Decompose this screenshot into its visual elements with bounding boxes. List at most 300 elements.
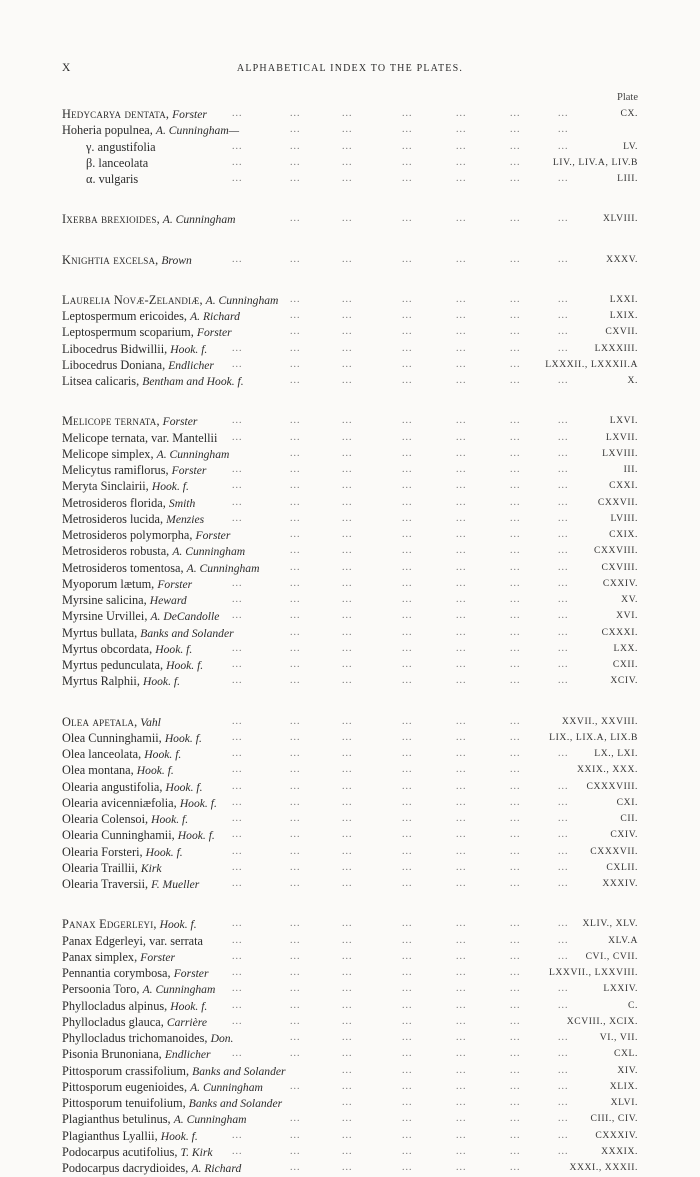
dot-leader: ... (456, 610, 467, 622)
index-entry (62, 673, 638, 689)
index-entry (62, 981, 638, 997)
plate-number: LXVI. (609, 415, 638, 427)
dot-leader: ... (456, 731, 467, 743)
dot-leader: ... (342, 1080, 353, 1092)
plate-number: XLIX. (609, 1080, 638, 1092)
species-label: Myrsine salicina (62, 593, 144, 607)
dot-leader: ... (290, 375, 301, 386)
index-entry (62, 478, 638, 494)
dot-leader: ... (558, 1048, 569, 1060)
plate-number: XXXI., XXXII. (569, 1162, 638, 1173)
index-entry (62, 171, 638, 187)
dot-leader: ... (342, 1162, 353, 1173)
dot-leader: ... (232, 140, 243, 152)
dot-leader: ... (232, 415, 243, 427)
species-name: Olea apetala, Vahl (62, 714, 161, 729)
section-gap (62, 228, 638, 252)
dot-leader: ... (402, 375, 413, 386)
species-label: Hoheria populnea (62, 123, 150, 138)
author-name: A. Cunningham (186, 561, 260, 575)
dot-leader: ... (342, 415, 353, 427)
dot-leader: ... (290, 748, 301, 759)
dot-leader: ... (402, 561, 413, 573)
plate-number: XCVIII., XCIX. (566, 1015, 638, 1027)
dot-leader: ... (456, 545, 467, 557)
dot-leader: ... (402, 642, 413, 654)
species-name: Panax Edgerleyi, Hook. f. (62, 917, 197, 932)
dot-leader: ... (402, 1097, 413, 1108)
dot-leader: ... (342, 1113, 353, 1125)
dot-leader: ... (232, 983, 243, 995)
dot-leader: ... (456, 764, 467, 776)
species-label: Olea montana (62, 763, 131, 778)
plate-number: XXXV. (606, 253, 638, 265)
species-label: Pittosporum eugenioides (62, 1079, 184, 1094)
dot-leader: ... (558, 934, 569, 946)
species-label: Melicytus ramiflorus (62, 463, 166, 477)
dot-leader: ... (402, 983, 413, 995)
author-name: Hook. f. (166, 659, 204, 672)
species-name: Olea montana, Hook. f. (62, 763, 174, 778)
dot-leader: ... (456, 813, 467, 824)
dot-leader: ... (456, 156, 467, 168)
species-name: Myoporum lætum, Forster (62, 576, 193, 591)
plate-number: CXXI. (609, 480, 638, 492)
species-name: Metrosideros robusta, A. Cunningham (62, 544, 246, 559)
dot-leader: ... (290, 796, 301, 808)
dot-leader: ... (456, 358, 467, 370)
index-entry (62, 122, 638, 138)
species-label: Olea apetala (62, 714, 135, 729)
dot-leader: ... (402, 675, 413, 687)
species-name: Metrosideros tomentosa, A. Cunningham (62, 560, 260, 575)
species-name: Myrtus pedunculata, Hook. f. (62, 658, 204, 672)
dot-leader: ... (456, 480, 467, 492)
species-name: Myrsine Urvillei, A. DeCandolle (62, 609, 220, 624)
dot-leader: ... (342, 358, 353, 370)
species-name: Pittosporum eugenioides, A. Cunningham (62, 1079, 263, 1094)
dot-leader: ... (456, 1162, 467, 1173)
dot-leader: ... (232, 934, 243, 946)
dot-leader: ... (456, 310, 467, 321)
dot-leader: ... (342, 480, 353, 492)
author-name: Hook. f. (160, 1129, 198, 1143)
dot-leader: ... (402, 1015, 413, 1027)
dot-leader: ... (232, 918, 243, 930)
dot-leader: ... (456, 715, 467, 727)
dot-leader: ... (290, 1113, 301, 1125)
author-name: Hook. f. (145, 845, 183, 859)
author-name: Hook. f. (164, 731, 202, 745)
index-entry (62, 949, 638, 965)
page-number: X (62, 62, 72, 74)
dot-leader: ... (456, 1048, 467, 1060)
dot-leader: ... (456, 577, 467, 589)
dot-leader: ... (290, 1129, 301, 1141)
index-entry (62, 106, 638, 122)
species-label: Leptospermum scoparium (62, 325, 191, 340)
index-entry (62, 1079, 638, 1095)
dot-leader: ... (402, 156, 413, 168)
species-name: Pittosporum tenuifolium, Banks and Solander (62, 1096, 283, 1110)
dot-leader: ... (456, 1145, 467, 1157)
dot-leader: ... (402, 1080, 413, 1092)
dot-leader: ... (456, 829, 467, 841)
author-name: Brown (161, 253, 192, 267)
dot-leader: ... (342, 213, 353, 225)
dot-leader: ... (558, 918, 569, 930)
dot-leader: ... (456, 626, 467, 638)
dot-leader: ... (290, 464, 301, 475)
dot-leader: ... (558, 610, 569, 622)
species-name: Meryta Sinclairii, Hook. f. (62, 479, 189, 494)
index-entry (62, 641, 638, 657)
dot-leader: ... (402, 480, 413, 492)
dot-leader: ... (402, 1032, 413, 1043)
plate-number: LIII. (617, 173, 638, 184)
species-name: Plagianthus Lyallii, Hook. f. (62, 1128, 198, 1143)
index-entry (62, 139, 638, 155)
dot-leader: ... (290, 829, 301, 841)
species-label: Panax Edgerleyi, var. serrata (62, 933, 204, 948)
dot-leader: ... (232, 748, 243, 759)
author-name: A. Cunningham— (155, 124, 240, 138)
species-name: Leptospermum ericoides, A. Richard (62, 309, 240, 323)
index-entry (62, 795, 638, 811)
dot-leader: ... (558, 642, 569, 654)
species-label: Myoporum lætum (62, 576, 152, 591)
dot-leader: ... (342, 447, 353, 459)
index-entry (62, 827, 638, 843)
dot-leader: ... (558, 108, 569, 119)
dot-leader: ... (558, 173, 569, 184)
plate-number: LXVIII. (602, 447, 638, 459)
dot-leader: ... (558, 213, 569, 225)
dot-leader: ... (342, 626, 353, 638)
dot-leader: ... (342, 967, 353, 978)
index-entry (62, 730, 638, 746)
author-name: A. Cunningham (162, 213, 236, 227)
dot-leader: ... (232, 1145, 243, 1157)
index-entry (62, 543, 638, 559)
index-entry (62, 1144, 638, 1160)
species-label: Olearia Cunninghamii (62, 828, 172, 843)
plate-number: XXIX., XXX. (577, 764, 638, 776)
dot-leader: ... (558, 1145, 569, 1157)
index-entry (62, 625, 638, 641)
dot-leader: ... (402, 447, 413, 459)
index-entry (62, 341, 638, 357)
dot-leader: ... (456, 326, 467, 338)
dot-leader: ... (290, 780, 301, 792)
species-name: Melicope simplex, A. Cunningham (62, 446, 230, 461)
index-entry (62, 811, 638, 827)
index-entry (62, 1160, 638, 1176)
dot-leader: ... (558, 1064, 569, 1076)
index-entry (62, 576, 638, 592)
author-name: Smith (168, 496, 196, 510)
species-name: Litsea calicaris, Bentham and Hook. f. (62, 374, 244, 388)
species-label: Pittosporum crassifolium (62, 1063, 186, 1078)
species-name: Olearia Cunninghamii, Hook. f. (62, 828, 215, 843)
dot-leader: ... (456, 173, 467, 184)
species-name: Olea lanceolata, Hook. f. (62, 747, 182, 761)
dot-leader: ... (290, 813, 301, 824)
dot-leader: ... (456, 464, 467, 475)
dot-leader: ... (342, 764, 353, 776)
dot-leader: ... (456, 1113, 467, 1125)
dot-leader: ... (510, 310, 521, 321)
plate-number: LV. (623, 140, 638, 152)
dot-leader: ... (342, 1048, 353, 1060)
dot-leader: ... (342, 845, 353, 857)
plate-number: LVIII. (610, 512, 638, 524)
dot-leader: ... (290, 326, 301, 338)
dot-leader: ... (510, 108, 521, 119)
dot-leader: ... (290, 124, 301, 136)
dot-leader: ... (510, 124, 521, 136)
species-name (62, 430, 217, 446)
species-label: Persoonia Toro (62, 982, 137, 997)
species-label: Olearia Traillii (62, 860, 135, 875)
dot-leader: ... (290, 213, 301, 225)
plate-number: XXXIV. (602, 878, 638, 889)
index-list (62, 106, 638, 1176)
dot-leader: ... (290, 480, 301, 492)
plate-number: CII. (620, 813, 638, 824)
author-name: Hook. f. (151, 480, 189, 494)
species-name: Libocedrus Bidwillii, Hook. f. (62, 341, 208, 356)
species-label: Hedycarya dentata (62, 107, 166, 121)
dot-leader: ... (402, 326, 413, 338)
dot-leader: ... (232, 431, 243, 443)
dot-leader: ... (510, 1129, 521, 1141)
dot-leader: ... (510, 1080, 521, 1092)
dot-leader: ... (558, 375, 569, 386)
index-entry (62, 462, 638, 478)
dot-leader: ... (342, 342, 353, 354)
plate-number: CX. (620, 108, 638, 119)
dot-leader: ... (232, 861, 243, 873)
dot-leader: ... (456, 861, 467, 873)
dot-leader: ... (290, 529, 301, 540)
dot-leader: ... (290, 342, 301, 354)
dot-leader: ... (290, 1162, 301, 1173)
dot-leader: ... (558, 496, 569, 508)
plate-number: CXXIV. (602, 577, 638, 589)
dot-leader: ... (456, 561, 467, 573)
dot-leader: ... (558, 748, 569, 759)
species-name: Melicytus ramiflorus, Forster (62, 463, 207, 477)
dot-leader: ... (510, 675, 521, 687)
species-name: Persoonia Toro, A. Cunningham (62, 982, 216, 997)
dot-leader: ... (510, 140, 521, 152)
dot-leader: ... (342, 659, 353, 670)
dot-leader: ... (342, 780, 353, 792)
plate-number: CXVII. (605, 326, 638, 338)
dot-leader: ... (558, 253, 569, 265)
plate-number: LXIX. (609, 310, 638, 321)
dot-leader: ... (558, 529, 569, 540)
index-entry (62, 657, 638, 673)
dot-leader: ... (342, 464, 353, 475)
dot-leader: ... (342, 610, 353, 622)
dot-leader: ... (456, 983, 467, 995)
dot-leader: ... (510, 293, 521, 305)
dot-leader: ... (402, 1048, 413, 1060)
author-name: Forster (171, 464, 207, 477)
dot-leader: ... (510, 918, 521, 930)
dot-leader: ... (232, 967, 243, 978)
dot-leader: ... (510, 1145, 521, 1157)
dot-leader: ... (290, 561, 301, 573)
plate-number: CXXXI. (601, 626, 638, 638)
index-entry (62, 1014, 638, 1030)
dot-leader: ... (510, 342, 521, 354)
index-entry (62, 746, 638, 762)
index-entry (62, 714, 638, 730)
species-label: Panax simplex (62, 949, 135, 964)
species-label: Myrsine Urvillei (62, 609, 145, 624)
species-name: Olearia Traversii, F. Mueller (62, 877, 200, 891)
species-label: Olearia Colensoi (62, 812, 145, 826)
dot-leader: ... (456, 512, 467, 524)
dot-leader: ... (402, 173, 413, 184)
plate-number: CXII. (612, 659, 638, 670)
dot-leader: ... (456, 780, 467, 792)
plate-number: VI., VII. (599, 1032, 638, 1043)
dot-leader: ... (510, 496, 521, 508)
dot-leader: ... (510, 594, 521, 605)
species-name (86, 171, 138, 187)
dot-leader: ... (232, 1015, 243, 1027)
dot-leader: ... (456, 999, 467, 1011)
dot-leader: ... (232, 764, 243, 776)
dot-leader: ... (402, 124, 413, 136)
dot-leader: ... (558, 813, 569, 824)
dot-leader: ... (290, 878, 301, 889)
plate-number: CIII., CIV. (590, 1113, 638, 1125)
author-name: A. Richard (190, 310, 240, 323)
dot-leader: ... (510, 610, 521, 622)
dot-leader: ... (510, 480, 521, 492)
dot-leader: ... (456, 1129, 467, 1141)
dot-leader: ... (402, 731, 413, 743)
author-name: Vahl (140, 715, 161, 729)
plate-number: XCIV. (610, 675, 638, 687)
species-label: Phyllocladus glauca (62, 1014, 161, 1029)
dot-leader: ... (290, 675, 301, 687)
dot-leader: ... (342, 594, 353, 605)
dot-leader: ... (510, 447, 521, 459)
plate-number: C. (628, 999, 638, 1011)
species-name: Olearia Traillii, Kirk (62, 860, 162, 875)
dot-leader: ... (558, 861, 569, 873)
dot-leader: ... (232, 796, 243, 808)
dot-leader: ... (342, 140, 353, 152)
author-name: Hook. f. (155, 642, 193, 656)
dot-leader: ... (290, 999, 301, 1011)
dot-leader: ... (558, 1032, 569, 1043)
dot-leader: ... (510, 431, 521, 443)
dot-leader: ... (232, 731, 243, 743)
species-label: Melicope ternata, var. Mantellii (62, 430, 218, 445)
dot-leader: ... (456, 642, 467, 654)
species-name: Melicope ternata, Forster (62, 414, 198, 429)
species-label: Melicope simplex (62, 446, 151, 461)
dot-leader: ... (402, 878, 413, 889)
index-entry (62, 860, 638, 876)
dot-leader: ... (342, 512, 353, 524)
page-title: ALPHABETICAL INDEX TO THE PLATES. (236, 63, 464, 74)
dot-leader: ... (290, 715, 301, 727)
species-name: Pittosporum crassifolium, Banks and Solander (62, 1063, 286, 1078)
dot-leader: ... (290, 731, 301, 743)
dot-leader: ... (510, 253, 521, 265)
dot-leader: ... (342, 124, 353, 136)
species-name: Ixerba brexioides, A. Cunningham (62, 212, 236, 227)
index-entry (62, 155, 638, 171)
author-name: Hook. f. (170, 999, 208, 1013)
author-name: Banks and Solander (188, 1097, 283, 1110)
dot-leader: ... (402, 1064, 413, 1076)
dot-leader: ... (510, 731, 521, 743)
index-entry (62, 324, 638, 340)
dot-leader: ... (232, 358, 243, 370)
dot-leader: ... (232, 715, 243, 727)
author-name: A. Cunningham (142, 983, 216, 997)
dot-leader: ... (290, 983, 301, 995)
author-name: Don. (210, 1032, 234, 1045)
dot-leader: ... (510, 529, 521, 540)
dot-leader: ... (510, 715, 521, 727)
author-name: Forster (172, 108, 207, 121)
dot-leader: ... (290, 845, 301, 857)
species-label: α. vulgaris (86, 172, 139, 186)
dot-leader: ... (402, 213, 413, 225)
species-name (86, 139, 156, 155)
dot-leader: ... (558, 447, 569, 459)
dot-leader: ... (558, 140, 569, 152)
species-name: Myrtus Ralphii, Hook. f. (62, 674, 180, 689)
index-entry (62, 511, 638, 527)
species-name (86, 155, 148, 171)
dot-leader: ... (510, 173, 521, 184)
dot-leader: ... (290, 861, 301, 873)
dot-leader: ... (232, 610, 243, 622)
dot-leader: ... (290, 626, 301, 638)
dot-leader: ... (456, 1097, 467, 1108)
dot-leader: ... (290, 577, 301, 589)
dot-leader: ... (402, 715, 413, 727)
dot-leader: ... (290, 1145, 301, 1157)
author-name: A. Cunningham (172, 545, 246, 559)
species-name: Podocarpus acutifolius, T. Kirk (62, 1144, 213, 1159)
species-label: Myrtus Ralphii (62, 674, 137, 689)
dot-leader: ... (342, 1097, 353, 1108)
dot-leader: ... (402, 431, 413, 443)
dot-leader: ... (232, 253, 243, 265)
dot-leader: ... (342, 496, 353, 508)
dot-leader: ... (232, 108, 243, 119)
author-name: Forster (173, 967, 209, 980)
index-entry (62, 357, 638, 373)
author-name: Hook. f. (165, 780, 203, 794)
dot-leader: ... (510, 983, 521, 995)
plate-number: XV. (621, 594, 638, 605)
dot-leader: ... (510, 999, 521, 1011)
dot-leader: ... (510, 415, 521, 427)
